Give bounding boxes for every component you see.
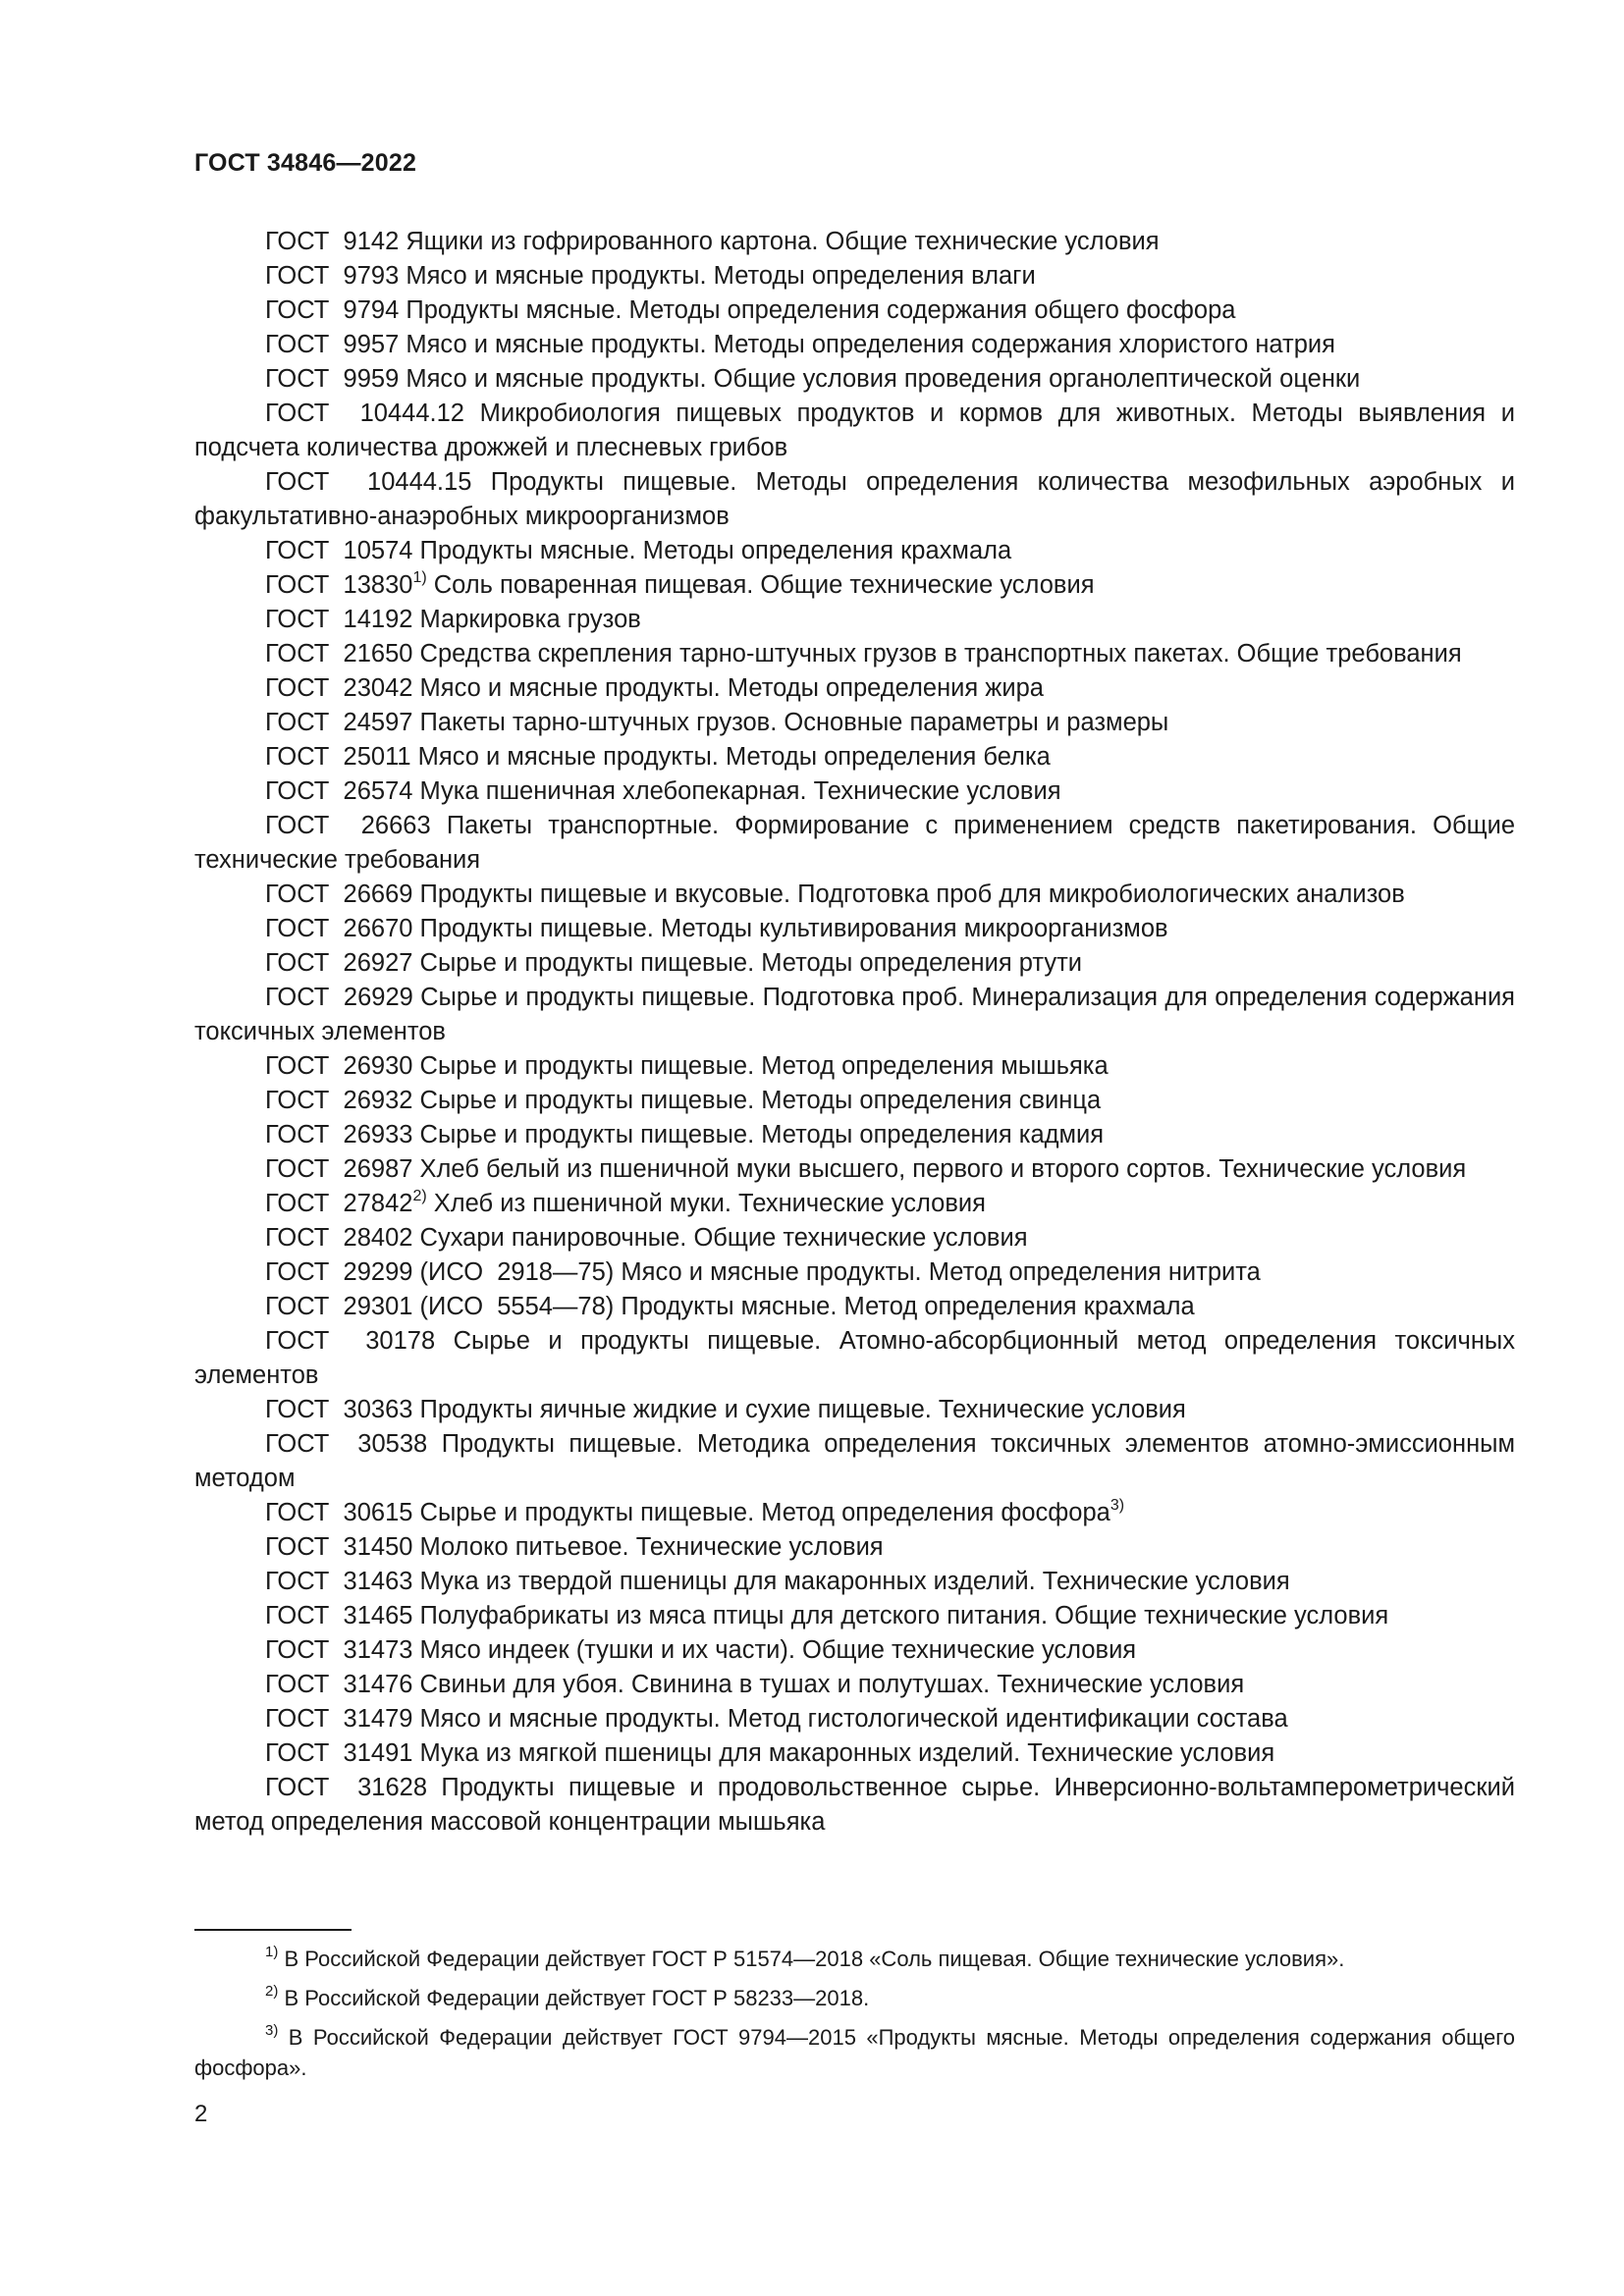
reference-item — [194, 809, 1515, 878]
standard-title: Средства скрепления тарно-штучных грузов в транспортных пакетах. Общие требования — [419, 640, 1462, 667]
footnote-text: В Российской Федерации действует ГОСТ Р 58233—2018. — [284, 1986, 870, 2010]
standard-title: Мясо и мясные продукты. Методы определения содержания хлористого натрия — [406, 331, 1335, 358]
reference-item — [194, 397, 1515, 465]
reference-item — [194, 1324, 1515, 1393]
standard-code: ГОСТ 26929 — [265, 984, 413, 1011]
standard-code: ГОСТ 10574 — [265, 537, 413, 564]
reference-item — [194, 1771, 1515, 1840]
standard-title: Мясо и мясные продукты. Метод гистологической идентификации состава — [419, 1705, 1288, 1733]
standard-code: ГОСТ 9794 — [265, 296, 400, 324]
standard-code: ГОСТ 31628 — [265, 1774, 428, 1801]
reference-item — [194, 1530, 1515, 1565]
reference-item — [194, 1599, 1515, 1633]
standard-code: ГОСТ 29301 (ИСО 5554—78) — [265, 1293, 615, 1320]
footnote-mark: 1) — [412, 568, 427, 586]
standard-code: ГОСТ 26930 — [265, 1052, 413, 1080]
reference-item — [194, 637, 1515, 671]
footnote-mark: 2) — [412, 1187, 427, 1204]
reference-item — [194, 1496, 1515, 1530]
footnote-mark: 3) — [265, 2021, 279, 2039]
reference-item — [194, 603, 1515, 637]
standard-code: ГОСТ 26574 — [265, 777, 413, 805]
standard-code: ГОСТ 24597 — [265, 709, 413, 736]
reference-item — [194, 1255, 1515, 1290]
standard-code: ГОСТ 9142 — [265, 228, 400, 255]
reference-item — [194, 878, 1515, 912]
footnote — [194, 1944, 1515, 1974]
standard-title: Сухари панировочные. Общие технические условия — [419, 1224, 1028, 1252]
standard-title: Сырье и продукты пищевые. Методы определения свинца — [419, 1087, 1102, 1114]
reference-item — [194, 774, 1515, 809]
standard-code: ГОСТ 26663 — [265, 812, 431, 839]
reference-item — [194, 568, 1515, 603]
standard-title: Пакеты тарно-штучных грузов. Основные параметры и размеры — [419, 709, 1169, 736]
footnote-text: В Российской Федерации действует ГОСТ Р 51574—2018 «Соль пищевая. Общие технические условия». — [284, 1947, 1345, 1971]
standard-code: ГОСТ 30615 — [265, 1499, 413, 1526]
standard-title: Сырье и продукты пищевые. Методы определения кадмия — [419, 1121, 1105, 1148]
standard-code: ГОСТ 30538 — [265, 1430, 428, 1458]
standard-title: Молоко питьевое. Технические условия — [419, 1533, 884, 1561]
standard-code: ГОСТ 26933 — [265, 1121, 413, 1148]
standard-title: Хлеб белый из пшеничной муки высшего, первого и второго сортов. Технические условия — [419, 1155, 1467, 1183]
reference-item — [194, 259, 1515, 294]
standard-title: Продукты пищевые и вкусовые. Подготовка проб для микробиологических анализов — [419, 881, 1405, 908]
footnote-separator — [194, 1929, 352, 1931]
standard-title: Мясо и мясные продукты. Методы определения белка — [417, 743, 1051, 771]
standard-code: ГОСТ 9793 — [265, 262, 400, 290]
standard-code: ГОСТ 14192 — [265, 606, 413, 633]
footnote-mark: 1) — [265, 1943, 279, 1960]
standard-code: ГОСТ 13830 — [265, 571, 413, 599]
reference-item — [194, 740, 1515, 774]
reference-item — [194, 465, 1515, 534]
reference-item — [194, 1187, 1515, 1221]
reference-item — [194, 294, 1515, 328]
standard-title: Сырье и продукты пищевые. Подготовка проб. Минерализация для определения содержания токсичных элементов — [194, 984, 1515, 1045]
reference-item — [194, 706, 1515, 740]
standard-title: Мясо и мясные продукты. Методы определения влаги — [406, 262, 1036, 290]
standard-code: ГОСТ 10444.15 — [265, 468, 472, 496]
standard-title: Мясо индеек (тушки и их части). Общие технические условия — [419, 1636, 1137, 1664]
standard-title: Мука из мягкой пшеницы для макаронных изделий. Технические условия — [419, 1739, 1275, 1767]
reference-item — [194, 912, 1515, 946]
standard-code: ГОСТ 21650 — [265, 640, 413, 667]
footnotes-list — [194, 1944, 1515, 2092]
page-number: 2 — [194, 2101, 208, 2127]
standard-title: Мясо и мясные продукты. Общие условия проведения органолептической оценки — [406, 365, 1361, 393]
reference-item — [194, 362, 1515, 397]
standard-title: Соль поваренная пищевая. Общие технические условия — [433, 571, 1095, 599]
standard-title: Продукты мясные. Методы определения содержания общего фосфора — [406, 296, 1236, 324]
reference-item — [194, 328, 1515, 362]
reference-item — [194, 534, 1515, 568]
standard-title: Мясо и мясные продукты. Методы определения жира — [419, 674, 1044, 702]
reference-item — [194, 1736, 1515, 1771]
reference-item — [194, 1427, 1515, 1496]
standard-title: Пакеты транспортные. Формирование с применением средств пакетирования. Общие технические требования — [194, 812, 1516, 874]
standard-title: Мука из твердой пшеницы для макаронных изделий. Технические условия — [419, 1568, 1290, 1595]
standard-code: ГОСТ 26669 — [265, 881, 413, 908]
standard-title: Маркировка грузов — [419, 606, 641, 633]
reference-item — [194, 1702, 1515, 1736]
standard-code: ГОСТ 9959 — [265, 365, 400, 393]
standard-code: ГОСТ 30363 — [265, 1396, 413, 1423]
reference-item — [194, 1049, 1515, 1084]
reference-item — [194, 1152, 1515, 1187]
standard-code: ГОСТ 31465 — [265, 1602, 413, 1629]
standard-title: Продукты мясные. Метод определения крахмала — [621, 1293, 1195, 1320]
standard-code: ГОСТ 31479 — [265, 1705, 413, 1733]
standard-code: ГОСТ 31463 — [265, 1568, 413, 1595]
reference-item — [194, 946, 1515, 981]
reference-item — [194, 1668, 1515, 1702]
page-header: ГОСТ 34846—2022 — [194, 149, 417, 177]
standard-title: Продукты мясные. Методы определения крахмала — [419, 537, 1012, 564]
reference-item — [194, 1084, 1515, 1118]
reference-item — [194, 225, 1515, 259]
standard-title: Продукты пищевые и продовольственное сырье. Инверсионно-вольтамперометрический метод определения массовой концентрации мышьяка — [194, 1774, 1515, 1836]
reference-item — [194, 1221, 1515, 1255]
standard-code: ГОСТ 28402 — [265, 1224, 413, 1252]
standard-code: ГОСТ 30178 — [265, 1327, 436, 1355]
standard-title: Сырье и продукты пищевые. Метод определения мышьяка — [419, 1052, 1109, 1080]
reference-item — [194, 1633, 1515, 1668]
standard-code: ГОСТ 31473 — [265, 1636, 413, 1664]
standard-code: ГОСТ 26987 — [265, 1155, 413, 1183]
footnote-mark: 2) — [265, 1982, 279, 2000]
standard-code: ГОСТ 25011 — [265, 743, 411, 771]
standard-title: Продукты яичные жидкие и сухие пищевые. Технические условия — [419, 1396, 1186, 1423]
standard-title: Хлеб из пшеничной муки. Технические условия — [433, 1190, 986, 1217]
reference-item — [194, 981, 1515, 1049]
standard-code: ГОСТ 9957 — [265, 331, 400, 358]
standard-title: Сырье и продукты пищевые. Атомно-абсорбционный метод определения токсичных элементов — [194, 1327, 1516, 1389]
reference-item — [194, 1118, 1515, 1152]
standard-title: Продукты пищевые. Методы определения количества мезофильных аэробных и факультативно-анаэробных микроорганизмов — [194, 468, 1516, 530]
standard-title: Сырье и продукты пищевые. Методы определения ртути — [419, 949, 1082, 977]
standard-title: Мясо и мясные продукты. Метод определения нитрита — [621, 1258, 1261, 1286]
footnote-text: В Российской Федерации действует ГОСТ 9794—2015 «Продукты мясные. Методы определения содержания общего фосфора». — [194, 2025, 1515, 2080]
standard-code: ГОСТ 27842 — [265, 1190, 413, 1217]
standard-code: ГОСТ 29299 (ИСО 2918—75) — [265, 1258, 615, 1286]
standard-code: ГОСТ 23042 — [265, 674, 413, 702]
standard-code: ГОСТ 31450 — [265, 1533, 413, 1561]
standard-title: Ящики из гофрированного картона. Общие технические условия — [406, 228, 1160, 255]
standard-code: ГОСТ 26932 — [265, 1087, 413, 1114]
footnote-mark: 3) — [1110, 1496, 1125, 1514]
standard-title: Свиньи для убоя. Свинина в тушах и полутушах. Технические условия — [419, 1671, 1245, 1698]
standard-code: ГОСТ 31491 — [265, 1739, 413, 1767]
footnote — [194, 1983, 1515, 2013]
standard-code: ГОСТ 10444.12 — [265, 400, 464, 427]
standard-code: ГОСТ 26927 — [265, 949, 413, 977]
reference-item — [194, 1565, 1515, 1599]
reference-item — [194, 671, 1515, 706]
standard-title: Сырье и продукты пищевые. Метод определения фосфора — [419, 1499, 1110, 1526]
standard-title: Продукты пищевые. Методика определения токсичных элементов атомно-эмиссионным методом — [194, 1430, 1516, 1492]
reference-item — [194, 1290, 1515, 1324]
standard-title: Продукты пищевые. Методы культивирования микроорганизмов — [419, 915, 1168, 942]
standard-code: ГОСТ 31476 — [265, 1671, 413, 1698]
footnote — [194, 2022, 1515, 2083]
normative-references-list — [194, 225, 1515, 1840]
standard-code: ГОСТ 26670 — [265, 915, 413, 942]
standard-title: Микробиология пищевых продуктов и кормов для животных. Методы выявления и подсчета количества дрожжей и плесневых грибов — [194, 400, 1515, 461]
reference-item — [194, 1393, 1515, 1427]
standard-title: Полуфабрикаты из мяса птицы для детского питания. Общие технические условия — [419, 1602, 1389, 1629]
standard-title: Мука пшеничная хлебопекарная. Технические условия — [419, 777, 1061, 805]
